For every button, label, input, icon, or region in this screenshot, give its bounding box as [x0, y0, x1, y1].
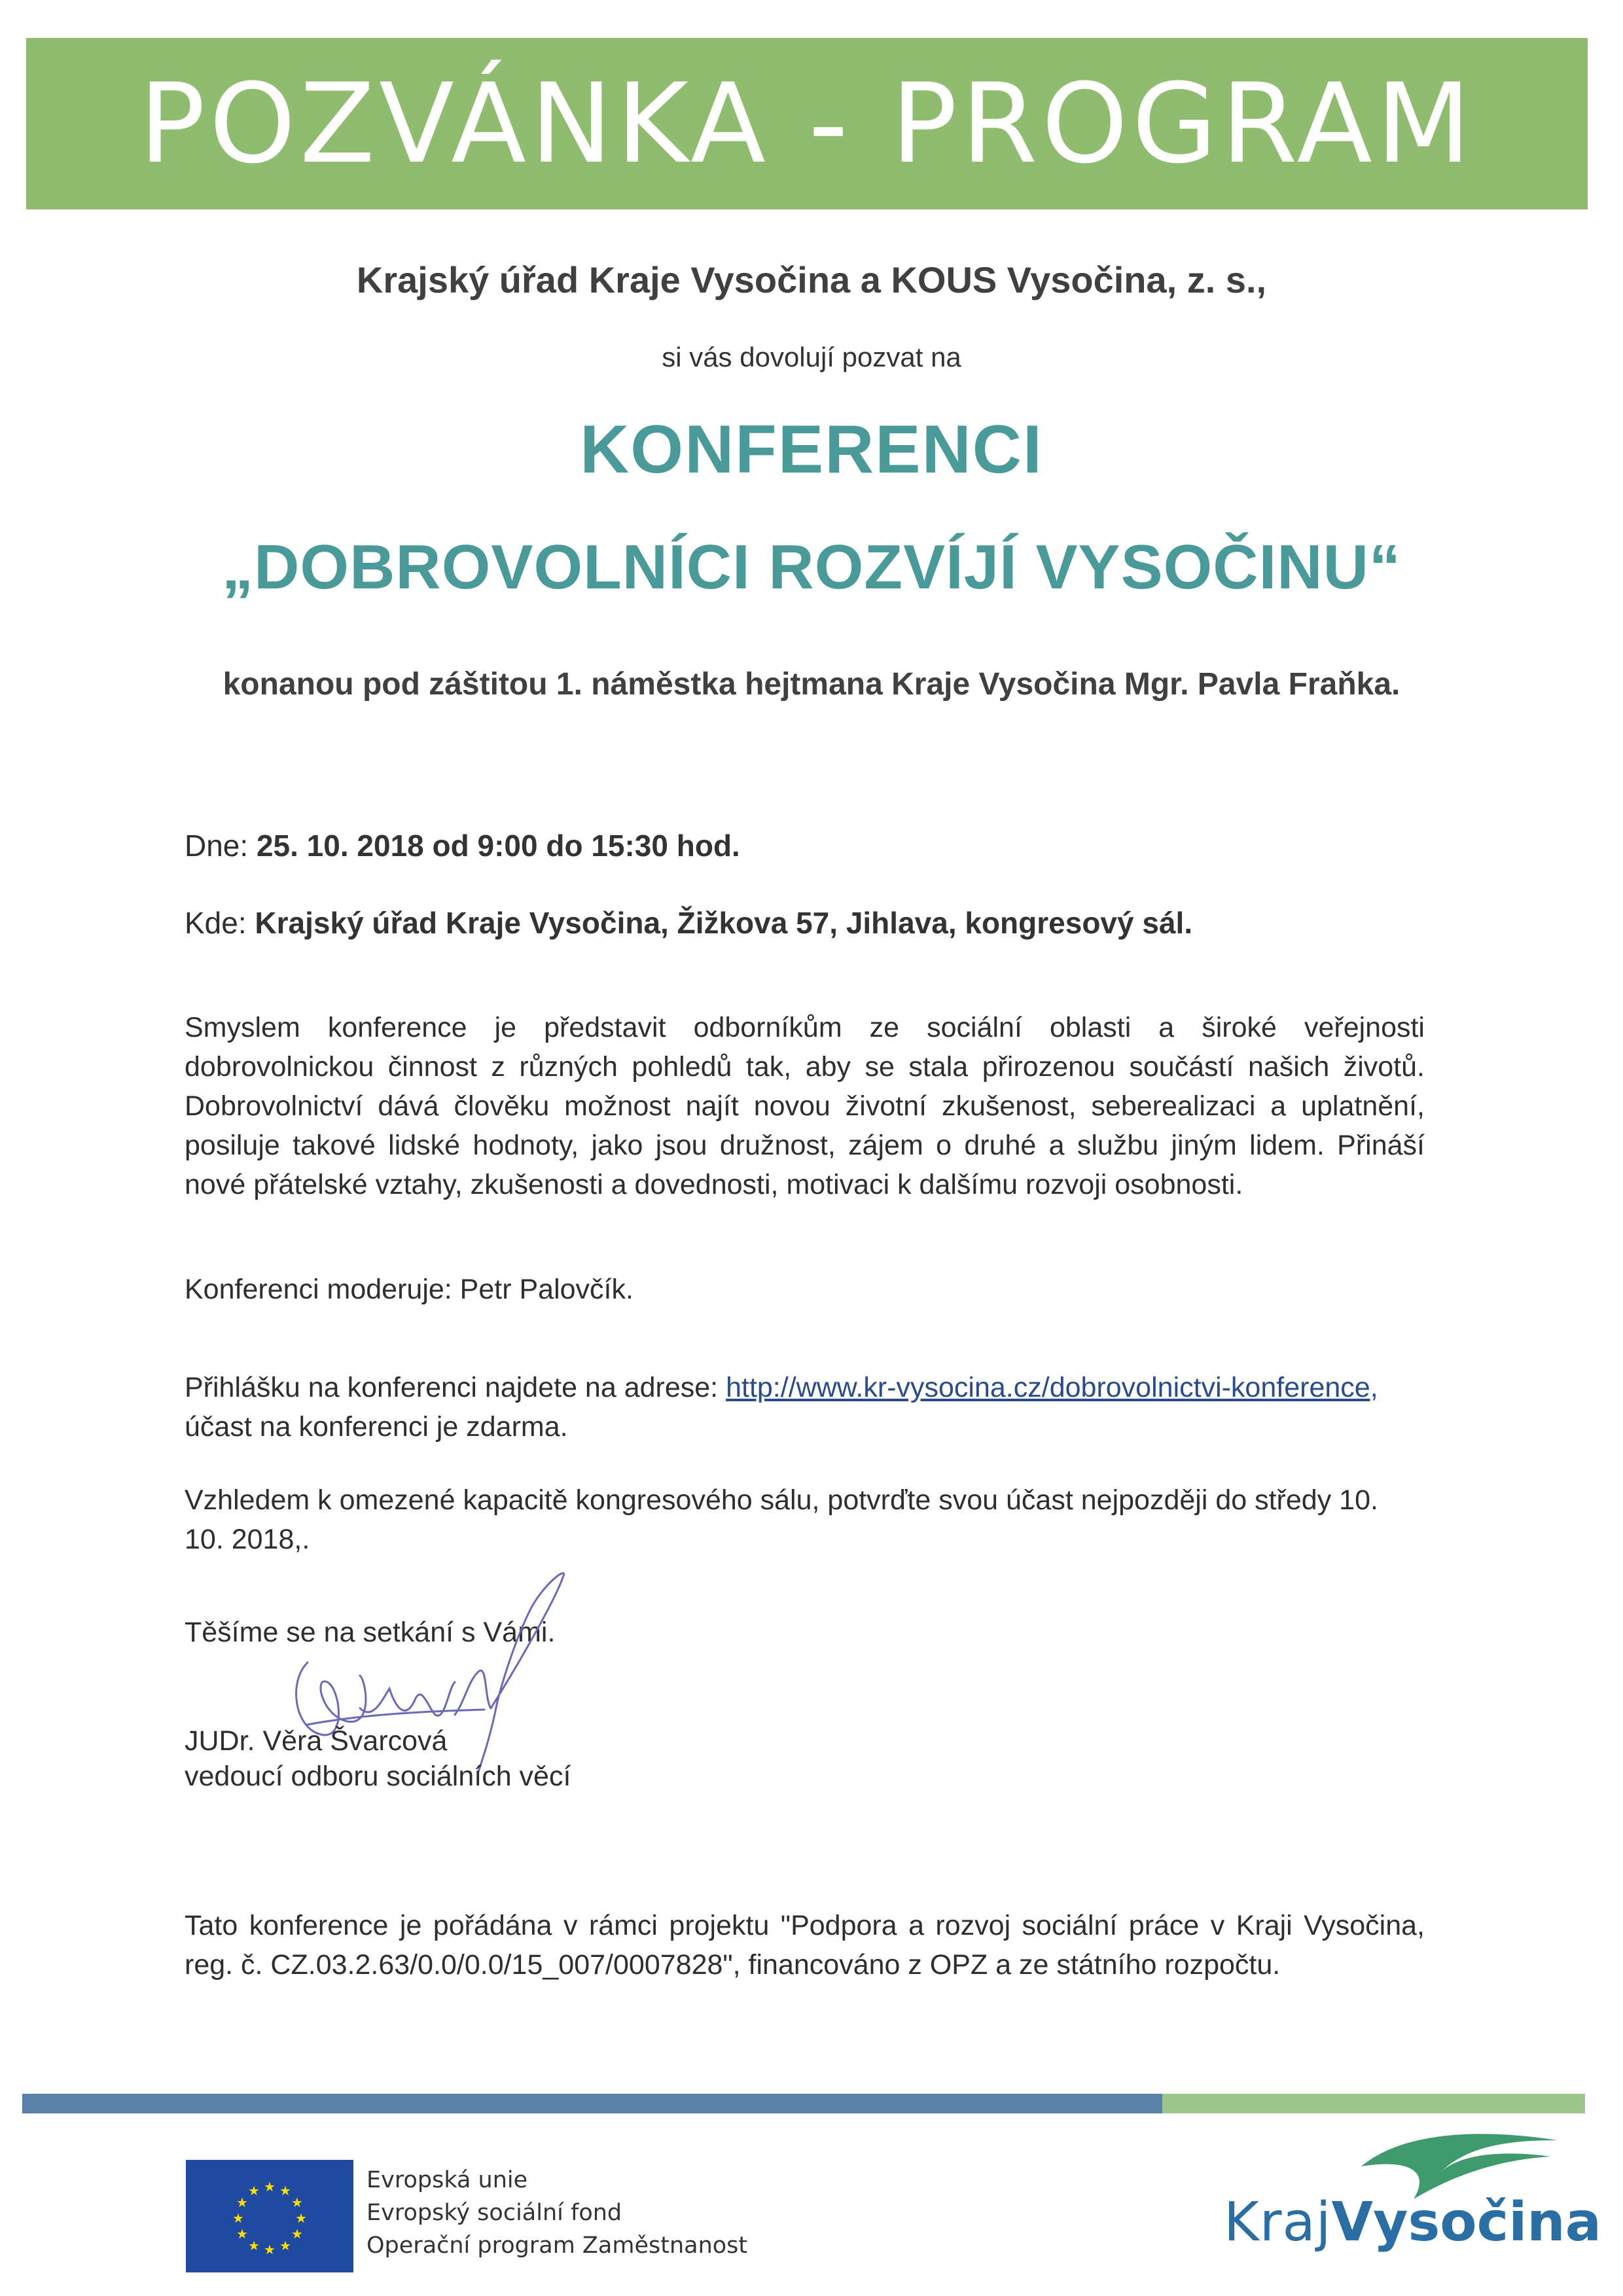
svg-text:★: ★ [279, 2183, 291, 2198]
svg-text:★: ★ [291, 2226, 303, 2242]
svg-text:★: ★ [248, 2183, 260, 2198]
deadline-paragraph: Vzhledem k omezené kapacitě kongresového sálu, potvrďte svou účast nejpozději do středy 10. 10. 2018,. [185, 1484, 1378, 1555]
svg-text:★: ★ [291, 2195, 303, 2210]
svg-text:★: ★ [295, 2210, 307, 2226]
svg-text:★: ★ [264, 2242, 276, 2257]
event-date-value: 25. 10. 2018 od 9:00 do 15:30 hod. [256, 829, 740, 863]
signer-name: JUDr. Věra Švarcová [185, 1725, 448, 1757]
event-location-value: Krajský úřad Kraje Vysočina, Žižkova 57, Jihlava, kongresový sál. [255, 906, 1193, 940]
invite-line: si vás dovolují pozvat na [662, 342, 961, 372]
svg-text:★: ★ [232, 2210, 244, 2226]
patronage-line: konanou pod záštitou 1. náměstka hejtmana Kraje Vysočina Mgr. Pavla Fraňka. [223, 667, 1400, 702]
eu-line-3: Operační program Zaměstnanost [366, 2233, 748, 2259]
svg-text:★: ★ [236, 2226, 248, 2242]
kraj-vysocina-logo [1217, 2127, 1602, 2278]
registration-paragraph [185, 1368, 1425, 1446]
eu-line-2: Evropský sociální fond [366, 2200, 622, 2226]
registration-prefix: Přihlášku na konferenci najdete na adrese: [185, 1372, 726, 1403]
header-band [26, 38, 1588, 209]
eu-flag-icon [186, 2160, 353, 2272]
registration-suffix: účast na konferenci je zdarma. [185, 1411, 568, 1443]
event-date-label: Dne: [185, 829, 249, 863]
conference-name: „DOBROVOLNÍCI ROZVÍJÍ VYSOČINU“ [222, 532, 1401, 602]
event-location-label: Kde: [185, 906, 247, 940]
page-title: POZVÁNKA - PROGRAM [139, 60, 1475, 188]
organizers-line: Krajský úřad Kraje Vysočina a KOUS Vysočina, z. s., [356, 259, 1267, 300]
kraj-word-light: Kraj [1224, 2191, 1332, 2253]
eu-programme-text [366, 2164, 747, 2262]
kraj-word-bold: Vysočina [1331, 2191, 1602, 2253]
purpose-paragraph: Smyslem konference je představit odborníkům ze sociální oblasti a široké veřejnosti dobrovolnickou činnost z různých pohledů tak, aby se stala přirozenou součástí našich životů. Dobrovolnictví dává člověku možnost najít novou životní zkušenost, seberealizaci a uplatnění, posiluje takové lidské hodnoty, jako jsou družnost, zájem o druhé a službu jiným lidem. Přináší nové přátelské vztahy, zkušenosti a dovednosti, motivaci k dalšímu rozvoji osobnosti. [185, 1012, 1425, 1200]
conference-heading: KONFERENCI [580, 412, 1043, 488]
moderator-line: Konferenci moderuje: Petr Palovčík. [185, 1274, 633, 1305]
svg-text:★: ★ [248, 2238, 260, 2253]
project-note: Tato konference je pořádána v rámci projektu "Podpora a rozvoj sociální práce v Kraji Vysočina, reg. č. CZ.03.2.63/0.0/0.0/15_007/0007828", financováno z OPZ a ze státního rozpočtu. [185, 1910, 1425, 1981]
event-location [185, 903, 1425, 942]
svg-text:★: ★ [279, 2238, 291, 2253]
svg-text:★: ★ [264, 2179, 276, 2195]
kraj-swoosh-icon [1361, 2127, 1558, 2199]
kraj-wordmark [1224, 2191, 1601, 2253]
event-date [185, 826, 1425, 865]
closing-line: Těšíme se na setkání s Vámi. [185, 1617, 556, 1648]
signer-role: vedoucí odboru sociálních věcí [185, 1761, 571, 1792]
svg-text:★: ★ [236, 2195, 248, 2210]
footer-rule-green [1162, 2094, 1585, 2113]
footer-rule-blue [22, 2094, 1162, 2113]
eu-line-1: Evropská unie [366, 2167, 528, 2193]
registration-link[interactable]: http://www.kr-vysocina.cz/dobrovolnictvi-konference, [726, 1372, 1378, 1403]
